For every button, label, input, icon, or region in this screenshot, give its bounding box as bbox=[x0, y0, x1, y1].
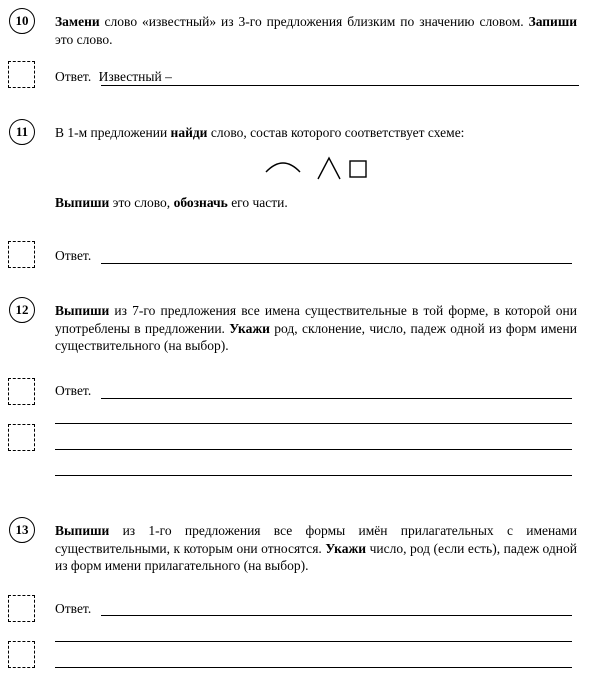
text-run: слово, состав которого соответствует схеме: bbox=[207, 125, 465, 140]
bold-keyword: Замени bbox=[55, 14, 100, 29]
text-run: это слово. bbox=[55, 31, 113, 47]
answer-box-12b[interactable] bbox=[8, 424, 35, 451]
answer-label: Ответ. bbox=[55, 383, 92, 398]
text-run: это слово, bbox=[109, 195, 174, 210]
answer-13-line-3[interactable] bbox=[55, 667, 572, 668]
question-number-10: 10 bbox=[9, 8, 35, 34]
answer-box-13a[interactable] bbox=[8, 595, 35, 622]
answer-label: Ответ. bbox=[55, 69, 92, 84]
morpheme-scheme bbox=[262, 150, 374, 182]
text-run: род, склонение, число, падеж одной из форм имени существительного (на выбор). bbox=[55, 320, 577, 353]
suffix-caret-icon bbox=[318, 158, 340, 179]
answer-12-label bbox=[55, 382, 91, 399]
root-arc-icon bbox=[266, 163, 300, 172]
bold-keyword: Выпиши bbox=[55, 303, 110, 318]
question-10-text bbox=[55, 13, 577, 48]
question-number-12: 12 bbox=[9, 297, 35, 323]
question-number-13: 13 bbox=[9, 517, 35, 543]
text-run: из 1-го предложения все формы имён прилагательных с именами существительными, к которым они относятся. bbox=[55, 523, 577, 556]
answer-11-label bbox=[55, 247, 91, 264]
answer-label: Ответ. bbox=[55, 248, 92, 263]
answer-12-line-2[interactable] bbox=[55, 423, 572, 424]
answer-10-line[interactable] bbox=[101, 85, 579, 86]
text-run: число, род (если есть), падеж одной из форм имени прилагательного (на выбор). bbox=[55, 540, 577, 573]
question-11-text bbox=[55, 124, 577, 142]
question-number-11: 11 bbox=[9, 119, 35, 145]
text-run: его части. bbox=[227, 195, 288, 210]
answer-box-12a[interactable] bbox=[8, 378, 35, 405]
answer-label: Ответ. bbox=[55, 601, 92, 616]
text-run: из 7-го предложения все имена существительные в той форме, в которой они употреблены в предложении. bbox=[55, 303, 577, 336]
bold-keyword: Выпиши bbox=[55, 523, 110, 538]
question-12-text bbox=[55, 302, 577, 355]
answer-box-10[interactable] bbox=[8, 61, 35, 88]
answer-12-line-3[interactable] bbox=[55, 449, 572, 450]
question-13-text bbox=[55, 522, 577, 575]
answer-box-13b[interactable] bbox=[8, 641, 35, 668]
answer-prefill: Известный – bbox=[98, 69, 172, 84]
bold-keyword: Запиши bbox=[528, 14, 577, 29]
answer-10-label bbox=[55, 68, 172, 85]
text-run: В 1-м предложении bbox=[55, 125, 171, 140]
answer-12-line-4[interactable] bbox=[55, 475, 572, 476]
answer-11-line[interactable] bbox=[101, 263, 572, 264]
answer-13-line-2[interactable] bbox=[55, 641, 572, 642]
bold-keyword: Укажи bbox=[229, 320, 270, 336]
bold-keyword: найди bbox=[170, 125, 208, 140]
answer-13-label bbox=[55, 600, 91, 617]
question-11-instruction bbox=[55, 194, 577, 212]
ending-square-icon bbox=[350, 161, 366, 177]
answer-box-11[interactable] bbox=[8, 241, 35, 268]
answer-13-line-1[interactable] bbox=[101, 615, 572, 616]
bold-keyword: обозначь bbox=[173, 195, 228, 210]
answer-12-line-1[interactable] bbox=[101, 398, 572, 399]
bold-keyword: Укажи bbox=[325, 540, 367, 556]
bold-keyword: Выпиши bbox=[55, 195, 110, 210]
text-run: слово «известный» из 3-го предложения близким по значению словом. bbox=[99, 14, 529, 29]
